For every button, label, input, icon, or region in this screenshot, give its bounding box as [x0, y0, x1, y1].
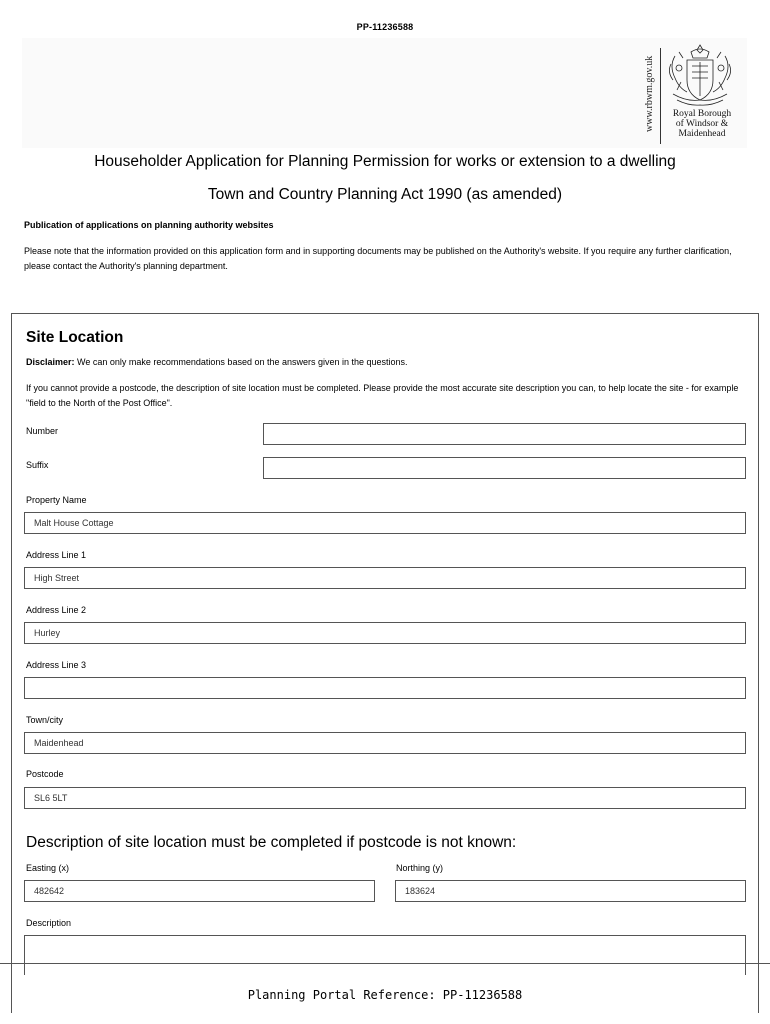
header-divider	[660, 48, 661, 144]
document-subtitle: Town and Country Planning Act 1990 (as amended)	[207, 186, 563, 203]
address-line-2-field[interactable]: Hurley	[24, 622, 746, 644]
header-banner	[22, 38, 747, 148]
disclaimer-label: Disclaimer:	[26, 357, 75, 367]
suffix-field[interactable]	[263, 457, 746, 479]
address-line-3-field[interactable]	[24, 677, 746, 699]
reference-number: PP-11236588	[356, 22, 414, 32]
council-name-line-2: of Windsor &	[675, 119, 729, 129]
postcode-field[interactable]: SL6 5LT	[24, 787, 746, 809]
northing-label: Northing (y)	[396, 863, 444, 873]
council-website: www.rbwm.gov.uk	[644, 55, 655, 133]
section-title: Site Location	[26, 329, 124, 346]
council-name-line-3: Maidenhead	[678, 129, 726, 139]
property-name-label: Property Name	[26, 495, 87, 505]
address-line-1-label: Address Line 1	[26, 550, 87, 560]
postcode-label: Postcode	[26, 769, 64, 779]
property-name-field[interactable]: Malt House Cottage	[24, 512, 746, 534]
document-title: Householder Application for Planning Permission for works or extension to a dwelling	[94, 153, 676, 170]
description-label: Description	[26, 918, 72, 928]
footer-reference: Planning Portal Reference: PP-11236588	[247, 988, 523, 1002]
site-location-intro: If you cannot provide a postcode, the description of site location must be completed. Please provide the most accurate site description you can, to help locate the site - for example "field to the North of the Post Office".	[26, 383, 739, 408]
description-field[interactable]	[24, 935, 746, 975]
publication-text: Please note that the information provided on this application form and in supporting documents may be published on the Authority's website. If you require any further clarification, please contact the Authority's planning department.	[24, 246, 732, 271]
footer-divider	[0, 963, 770, 964]
town-field[interactable]: Maidenhead	[24, 732, 746, 754]
royal-borough-crest-icon	[665, 42, 735, 108]
disclaimer-text: We can only make recommendations based on the answers given in the questions.	[74, 357, 408, 367]
suffix-label: Suffix	[26, 460, 49, 470]
number-field[interactable]	[263, 423, 746, 445]
address-line-1-field[interactable]: High Street	[24, 567, 746, 589]
council-name-line-1: Royal Borough	[672, 109, 732, 119]
number-label: Number	[26, 426, 59, 436]
address-line-3-label: Address Line 3	[26, 660, 87, 670]
council-name	[662, 109, 742, 139]
description-heading: Description of site location must be completed if postcode is not known:	[26, 834, 517, 851]
site-location-section	[11, 313, 759, 1013]
town-label: Town/city	[26, 715, 64, 725]
disclaimer	[26, 357, 408, 367]
publication-heading: Publication of applications on planning authority websites	[24, 220, 274, 230]
easting-field[interactable]: 482642	[24, 880, 375, 902]
address-line-2-label: Address Line 2	[26, 605, 87, 615]
easting-label: Easting (x)	[26, 863, 70, 873]
northing-field[interactable]: 183624	[395, 880, 746, 902]
